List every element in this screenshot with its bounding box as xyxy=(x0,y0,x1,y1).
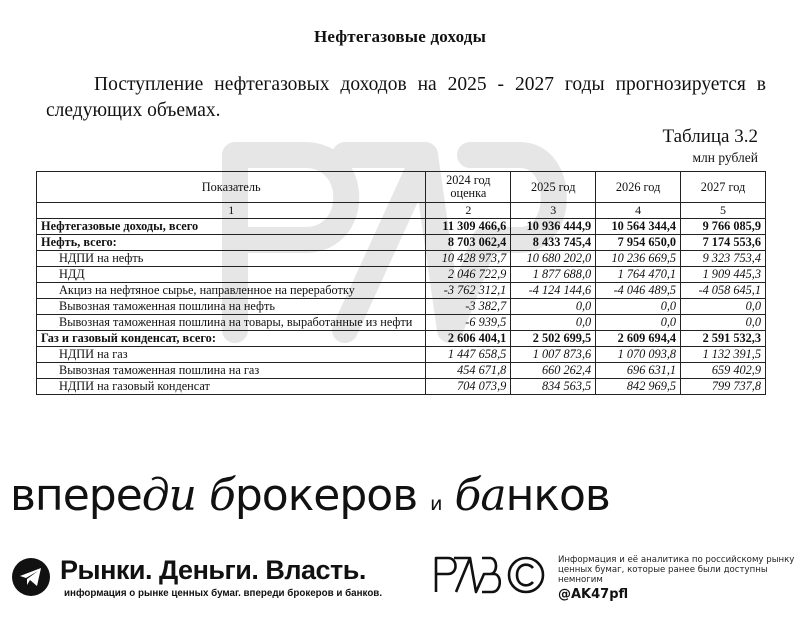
column-number-row xyxy=(37,203,766,219)
cell-value: 842 969,5 xyxy=(596,379,681,395)
slogan-part: рокеров xyxy=(234,470,418,521)
rdv-logo xyxy=(432,552,550,596)
cell-value: 659 402,9 xyxy=(681,363,766,379)
slogan-conjunction: и xyxy=(430,493,442,515)
row-label: НДПИ на нефть xyxy=(37,251,426,267)
channel-branding xyxy=(12,555,422,601)
cell-value: 9 323 753,4 xyxy=(681,251,766,267)
cell-value: 10 680 202,0 xyxy=(511,251,596,267)
cell-value: 1 070 093,8 xyxy=(596,347,681,363)
slogan-part: нков xyxy=(505,470,610,521)
cell-value: 0,0 xyxy=(596,299,681,315)
header-2026: 2026 год xyxy=(596,172,681,203)
cell-value: 10 428 973,7 xyxy=(426,251,511,267)
cell-value: 10 236 669,5 xyxy=(596,251,681,267)
table-row xyxy=(37,267,766,283)
header-2027: 2027 год xyxy=(681,172,766,203)
row-label: Нефть, всего: xyxy=(37,235,426,251)
cell-value: 2 046 722,9 xyxy=(426,267,511,283)
document-title: Нефтегазовые доходы xyxy=(313,27,487,46)
cell-value: 11 309 466,6 xyxy=(426,219,511,235)
cell-value: 704 073,9 xyxy=(426,379,511,395)
table-caption: Таблица 3.2 xyxy=(662,126,758,147)
column-number: 3 xyxy=(511,203,596,219)
header-2024: 2024 год оценка xyxy=(426,172,511,203)
table-row xyxy=(37,331,766,347)
intro-paragraph: Поступление нефтегазовых доходов на 2025 - 2027 годы прогнозируется в следующих объемах. xyxy=(46,74,766,121)
channel-title: Рынки. Деньги. Власть. xyxy=(60,555,366,585)
table-row xyxy=(37,219,766,235)
row-label: Нефтегазовые доходы, всего xyxy=(37,219,426,235)
cell-value: 799 737,8 xyxy=(681,379,766,395)
cell-value: 696 631,1 xyxy=(596,363,681,379)
slogan-script-part: б xyxy=(209,470,235,521)
cell-value: 1 447 658,5 xyxy=(426,347,511,363)
column-number: 5 xyxy=(681,203,766,219)
table-units: млн рублей xyxy=(692,150,758,165)
slogan xyxy=(10,470,790,530)
cell-value: 454 671,8 xyxy=(426,363,511,379)
cell-value: -3 762 312,1 xyxy=(426,283,511,299)
cell-value: 1 132 391,5 xyxy=(681,347,766,363)
row-label: Вывозная таможенная пошлина на нефть xyxy=(37,299,426,315)
cell-value: -6 939,5 xyxy=(426,315,511,331)
row-label: Вывозная таможенная пошлина на товары, выработанные из нефти xyxy=(37,315,426,331)
cell-value: 10 936 444,9 xyxy=(511,219,596,235)
cell-value: 660 262,4 xyxy=(511,363,596,379)
cell-value: 7 954 650,0 xyxy=(596,235,681,251)
column-number: 2 xyxy=(426,203,511,219)
column-number: 4 xyxy=(596,203,681,219)
cell-value: -3 382,7 xyxy=(426,299,511,315)
slogan-script-part: ба xyxy=(454,470,506,521)
cell-value: 0,0 xyxy=(511,299,596,315)
slogan-part: впере xyxy=(10,470,142,521)
table-row xyxy=(37,347,766,363)
row-label: НДПИ на газовый конденсат xyxy=(37,379,426,395)
telegram-icon[interactable] xyxy=(12,558,50,596)
slogan-script-part: ди xyxy=(141,470,197,521)
table-row xyxy=(37,235,766,251)
cell-value: 0,0 xyxy=(596,315,681,331)
cell-value: 1 764 470,1 xyxy=(596,267,681,283)
table-row xyxy=(37,363,766,379)
cell-value: 8 703 062,4 xyxy=(426,235,511,251)
header-2025: 2025 год xyxy=(511,172,596,203)
revenue-table xyxy=(36,171,766,395)
row-label: НДПИ на газ xyxy=(37,347,426,363)
cell-value: -4 046 489,5 xyxy=(596,283,681,299)
table-header-row xyxy=(37,172,766,203)
row-label: Вывозная таможенная пошлина на газ xyxy=(37,363,426,379)
cell-value: -4 124 144,6 xyxy=(511,283,596,299)
cell-value: 2 502 699,5 xyxy=(511,331,596,347)
cell-value: 0,0 xyxy=(681,315,766,331)
cell-value: 2 591 532,3 xyxy=(681,331,766,347)
cell-value: 0,0 xyxy=(511,315,596,331)
cell-value: 9 766 085,9 xyxy=(681,219,766,235)
channel-handle[interactable]: @AK47pfl xyxy=(558,587,629,602)
cell-value: 1 909 445,3 xyxy=(681,267,766,283)
column-number: 1 xyxy=(37,203,426,219)
cell-value: 1 877 688,0 xyxy=(511,267,596,283)
header-indicator: Показатель xyxy=(37,172,426,203)
table-row xyxy=(37,251,766,267)
table-row xyxy=(37,299,766,315)
cell-value: 10 564 344,4 xyxy=(596,219,681,235)
cell-value: 7 174 553,6 xyxy=(681,235,766,251)
cell-value: 2 609 694,4 xyxy=(596,331,681,347)
cell-value: 0,0 xyxy=(681,299,766,315)
table-row xyxy=(37,379,766,395)
cell-value: 2 606 404,1 xyxy=(426,331,511,347)
channel-subtitle: информация о рынке ценных бумаг. впереди брокеров и банков. xyxy=(64,588,383,599)
cell-value: 8 433 745,4 xyxy=(511,235,596,251)
cell-value: -4 058 645,1 xyxy=(681,283,766,299)
row-label: НДД xyxy=(37,267,426,283)
row-label: Акциз на нефтяное сырье, направленное на переработку xyxy=(37,283,426,299)
footer-info: Информация и её аналитика по российскому рынку ценных бумаг, которые ранее были доступны немногим xyxy=(558,555,795,585)
table-row xyxy=(37,283,766,299)
table-row xyxy=(37,315,766,331)
cell-value: 1 007 873,6 xyxy=(511,347,596,363)
cell-value: 834 563,5 xyxy=(511,379,596,395)
row-label: Газ и газовый конденсат, всего: xyxy=(37,331,426,347)
